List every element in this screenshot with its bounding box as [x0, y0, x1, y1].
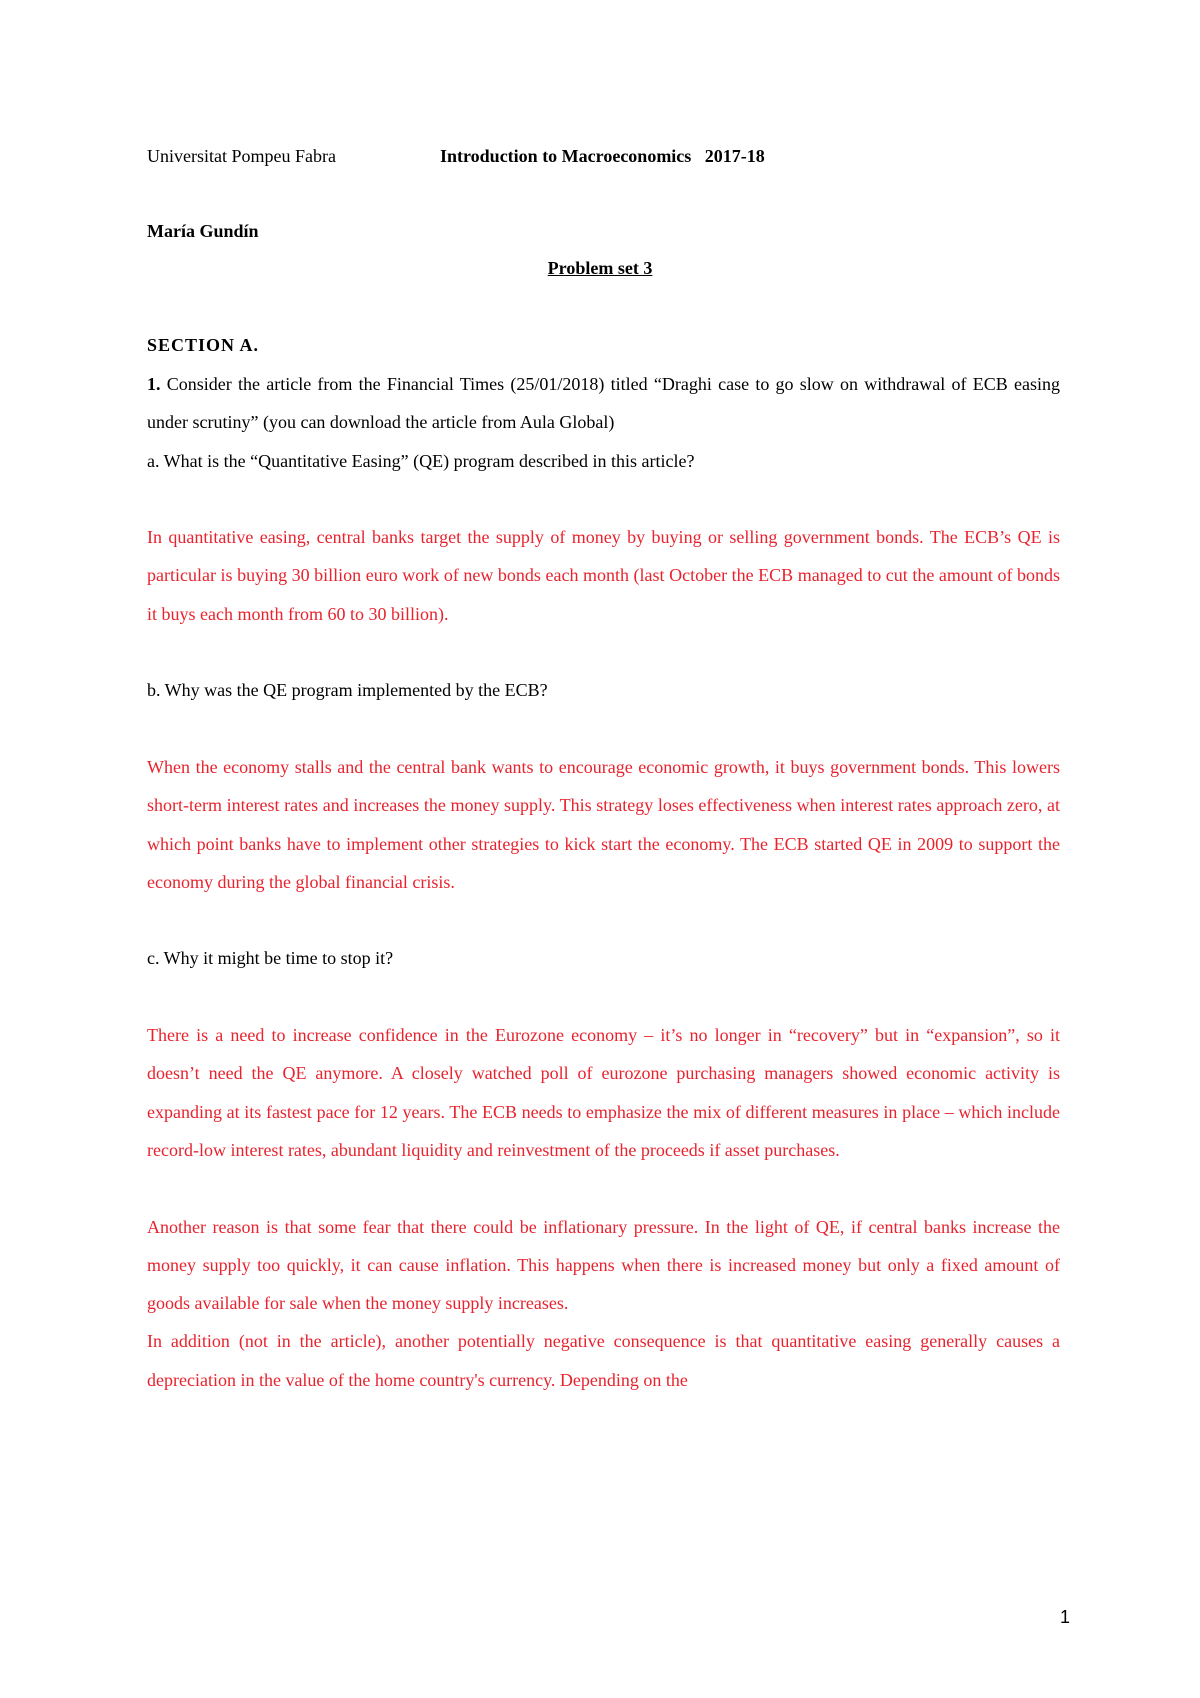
author-name: María Gundín [147, 221, 259, 241]
question-1c: c. Why it might be time to stop it? [147, 948, 394, 969]
problem-set-title: Problem set 3 [547, 258, 653, 278]
question-1 [147, 365, 1060, 442]
answer-1c-paragraph-1: There is a need to increase confidence in the Eurozone economy – it’s no longer in “recovery” but in “expansion”, so it doesn’t need the QE anymore. A closely watched poll of eurozone purchasing managers showed economic activity is expanding at its fastest pace for 12 years. The ECB needs to emphasize the mix of different measures in place – which include record-low interest rates, abundant liquidity and reinvestment of the proceeds if asset purchases. [147, 1025, 1060, 1160]
course-title: Introduction to Macroeconomics 2017-18 [440, 146, 765, 166]
answer-1a: In quantitative easing, central banks target the supply of money by buying or selling government bonds. The ECB’s QE is particular is buying 30 billion euro work of new bonds each month (last October the ECB managed to cut the amount of bonds it buys each month from 60 to 30 billion). [147, 527, 1060, 624]
question-1-text: Consider the article from the Financial Times (25/01/2018) titled “Draghi case to go slow on withdrawal of ECB easing under scrutiny” (you can download the article from Aula Global) [147, 374, 1060, 433]
university-name: Universitat Pompeu Fabra [147, 146, 336, 166]
answer-1b: When the economy stalls and the central bank wants to encourage economic growth, it buys government bonds. This lowers short-term interest rates and increases the money supply. This strategy loses effectiveness when interest rates approach zero, at which point banks have to implement other strategies to kick start the economy. The ECB started QE in 2009 to support the economy during the global financial crisis. [147, 756, 1060, 892]
question-1b: b. Why was the QE program implemented by the ECB? [147, 680, 548, 701]
document-body [147, 365, 1060, 1399]
answer-1c-paragraph-2: Another reason is that some fear that there could be inflationary pressure. In the light of QE, if central banks increase the money supply too quickly, it can cause inflation. This happens when there is increased money but only a fixed amount of goods available for sale when the money supply increases. [147, 1216, 1060, 1314]
question-1a: a. What is the “Quantitative Easing” (QE) program described in this article? [147, 450, 695, 471]
answer-1c-paragraph-3: In addition (not in the article), another potentially negative consequence is that quantitative easing generally causes a depreciation in the value of the home country's currency. Depending on the [147, 1331, 1060, 1390]
question-number: 1. [147, 374, 161, 394]
section-title: SECTION A. [147, 335, 260, 355]
page-number: 1 [1059, 1607, 1070, 1627]
